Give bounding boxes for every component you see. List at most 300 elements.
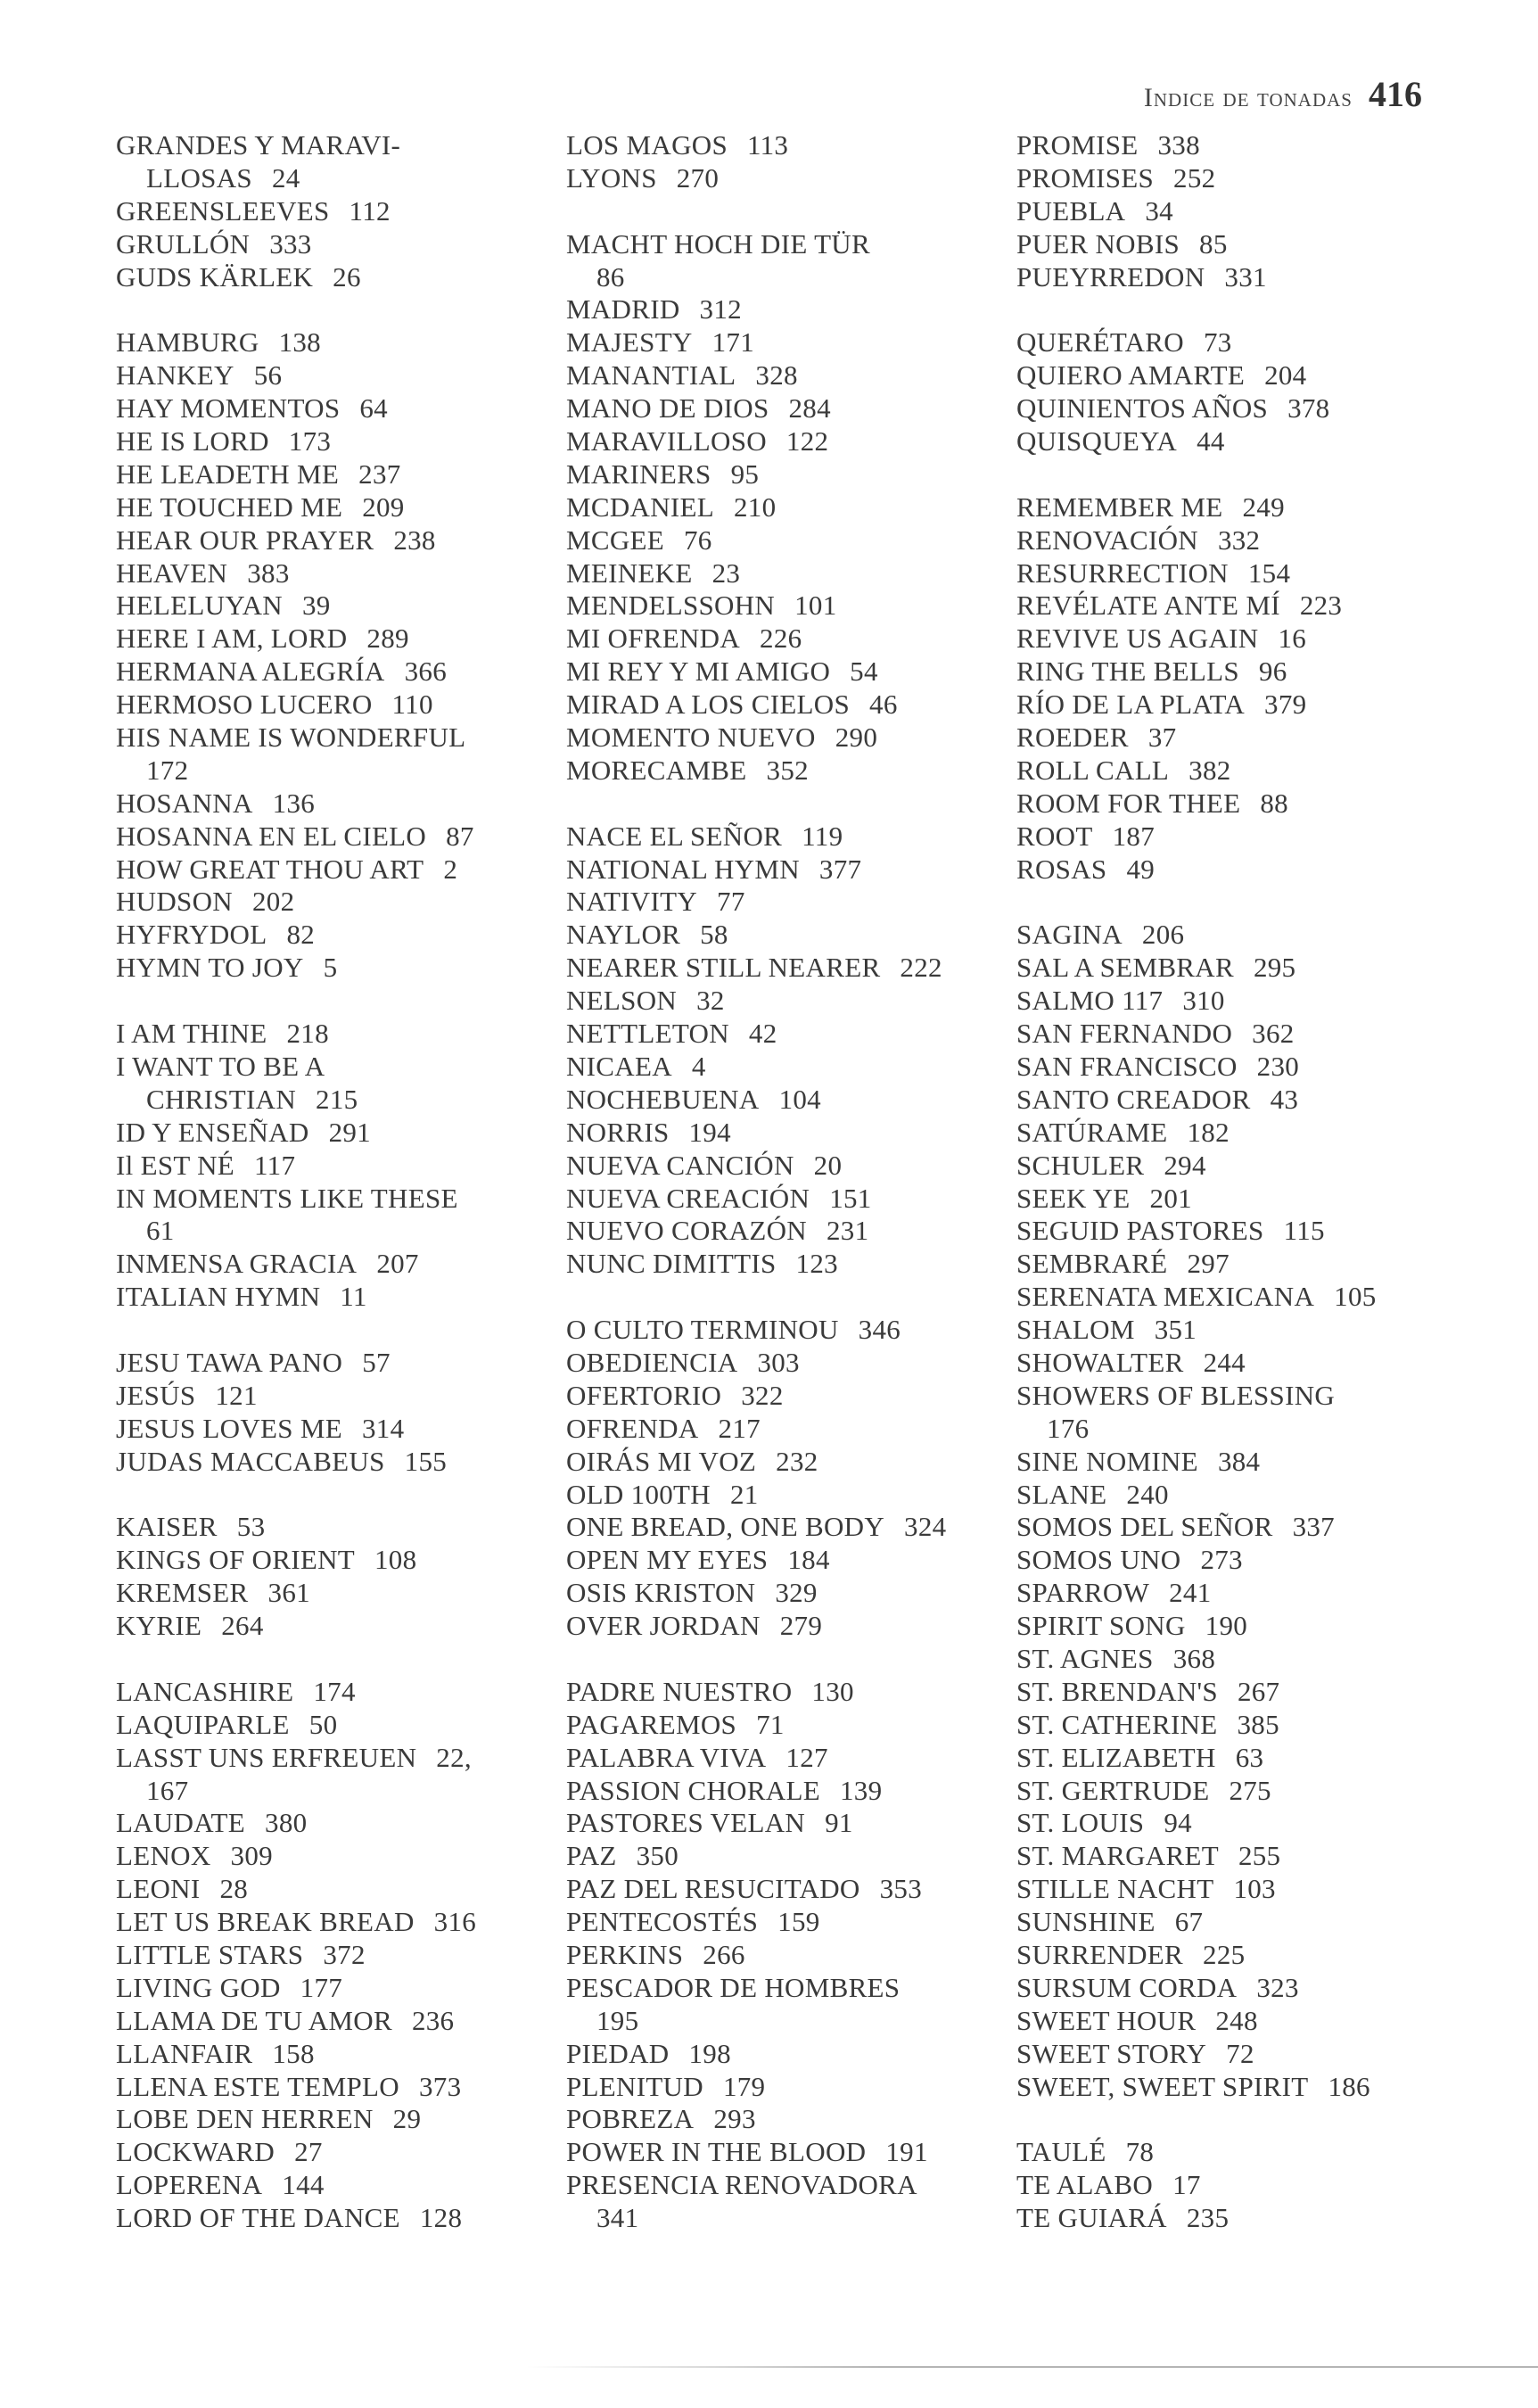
index-entry	[116, 2071, 553, 2104]
tune-name: ITALIAN HYMN	[116, 1281, 321, 1313]
hymn-number: 119	[802, 820, 843, 852]
tune-name: PENTECOSTÉS	[566, 1906, 759, 1938]
hymn-number: 121	[215, 1379, 258, 1411]
tune-name: JESÚS	[116, 1379, 196, 1411]
index-entry	[1016, 1972, 1453, 2005]
hymn-number: 11	[340, 1281, 367, 1313]
tune-name: LET US BREAK BREAD	[116, 1906, 415, 1938]
hymn-number: 312	[699, 293, 742, 326]
index-entry	[566, 755, 1003, 788]
tune-name: PUEYRREDON	[1016, 260, 1205, 293]
index-entry	[566, 952, 1003, 985]
index-entry	[1016, 1511, 1453, 1544]
tune-name: NATIONAL HYMN	[566, 853, 800, 885]
index-entry	[566, 1479, 1003, 1512]
hymn-number: 5	[323, 952, 338, 984]
hymn-number: 29	[392, 2103, 422, 2135]
tune-name: NELSON	[566, 985, 678, 1017]
hymn-number: 87	[446, 820, 474, 852]
hymn-number: 226	[760, 623, 802, 655]
hymn-number: 215	[316, 1083, 358, 1115]
index-entry	[116, 458, 553, 491]
tune-name: LLANFAIR	[116, 2037, 253, 2069]
tune-name: NUEVO CORAZÓN	[566, 1215, 807, 1247]
tune-name: MACHT HOCH DIE TÜR	[566, 227, 870, 260]
tune-name: SINE NOMINE	[1016, 1445, 1198, 1477]
tune-name: QUINIENTOS AÑOS	[1016, 392, 1269, 425]
index-entry	[1016, 1248, 1453, 1281]
hymn-number: 284	[788, 392, 831, 425]
index-entry	[566, 1051, 1003, 1084]
hymn-number: 73	[1203, 326, 1232, 359]
tune-name: SURSUM CORDA	[1016, 1971, 1238, 2003]
index-entry	[566, 1610, 1003, 1643]
index-entry	[116, 557, 553, 590]
tune-name: I AM THINE	[116, 1018, 267, 1050]
index-entry	[1016, 1084, 1453, 1117]
index-entry	[566, 1577, 1003, 1610]
index-entry	[116, 1051, 553, 1084]
hymn-number: 244	[1203, 1346, 1246, 1378]
hymn-number: 198	[688, 2037, 731, 2069]
hymn-number: 44	[1197, 425, 1225, 458]
index-entry	[1016, 1446, 1453, 1479]
hymn-number: 225	[1203, 1938, 1246, 1970]
tune-name: MAJESTY	[566, 326, 693, 359]
hymn-number: 138	[278, 326, 321, 359]
hymn-number: 331	[1224, 260, 1267, 293]
index-entry	[566, 491, 1003, 524]
tune-name: SANTO CREADOR	[1016, 1083, 1251, 1115]
tune-name: LYONS	[566, 161, 657, 194]
tune-name: LOCKWARD	[116, 2136, 276, 2168]
index-entry	[1016, 359, 1453, 392]
blank-line	[1016, 458, 1453, 491]
tune-name: MCDANIEL	[566, 491, 714, 523]
blank-line	[116, 1643, 553, 1676]
tune-name: OLD 100TH	[566, 1478, 711, 1510]
hymn-number: 255	[1238, 1840, 1281, 1872]
tune-name: LOBE DEN HERREN	[116, 2103, 374, 2135]
tune-name: HE IS LORD	[116, 425, 269, 458]
tune-name: SURRENDER	[1016, 1938, 1184, 1970]
index-entry	[1016, 1380, 1453, 1413]
index-entry	[116, 1018, 553, 1051]
index-entry	[566, 689, 1003, 722]
index-entry	[566, 1742, 1003, 1775]
tune-name: INMENSA GRACIA	[116, 1248, 358, 1280]
hymn-number: 174	[313, 1675, 356, 1707]
index-entry	[1016, 425, 1453, 458]
hymn-number: 22,	[436, 1741, 472, 1773]
index-entry	[566, 524, 1003, 557]
index-entry	[116, 1380, 553, 1413]
hymn-number: 289	[366, 623, 409, 655]
index-entry	[116, 1742, 553, 1775]
tune-name: NICAEA	[566, 1050, 672, 1082]
index-entry	[566, 1906, 1003, 1939]
index-entry	[116, 590, 553, 623]
tune-name: 61	[146, 1215, 175, 1247]
tune-name: PADRE NUESTRO	[566, 1675, 793, 1707]
index-entry	[1016, 1742, 1453, 1775]
hymn-number: 16	[1278, 623, 1307, 655]
index-entry	[566, 1183, 1003, 1216]
index-entry	[1016, 162, 1453, 195]
tune-name: SUNSHINE	[1016, 1906, 1156, 1938]
index-entry	[1016, 1314, 1453, 1347]
tune-name: SHOWERS OF BLESSING	[1016, 1379, 1336, 1411]
index-entry	[1016, 623, 1453, 656]
tune-name: SAN FERNANDO	[1016, 1018, 1233, 1050]
page-number: 416	[1369, 74, 1422, 114]
blank-line	[116, 1479, 553, 1512]
index-entry	[116, 228, 553, 261]
tune-name: MIRAD A LOS CIELOS	[566, 689, 851, 721]
hymn-number: 136	[272, 787, 316, 819]
index-entry	[116, 2136, 553, 2169]
hymn-number: 270	[676, 161, 720, 194]
hymn-number: 379	[1264, 689, 1307, 721]
hymn-number: 171	[711, 326, 755, 359]
blank-line	[566, 195, 1003, 228]
tune-name: HYMN TO JOY	[116, 952, 304, 984]
tune-name: OFRENDA	[566, 1412, 699, 1444]
hymn-number: 294	[1164, 1149, 1206, 1181]
tune-name: NAYLOR	[566, 919, 681, 951]
hymn-number: 202	[251, 886, 295, 918]
tune-name: CHRISTIAN	[146, 1083, 297, 1115]
hymn-number: 267	[1237, 1675, 1280, 1707]
hymn-number: 113	[746, 129, 789, 161]
index-entry	[116, 722, 553, 755]
index-entry	[1016, 2202, 1453, 2235]
tune-name: OFERTORIO	[566, 1379, 722, 1411]
index-entry	[116, 195, 553, 228]
tune-name: SEEK YE	[1016, 1182, 1131, 1214]
index-entry	[566, 458, 1003, 491]
hymn-number: 78	[1125, 2136, 1155, 2168]
header-title: Indice de tonadas	[1143, 83, 1353, 112]
index-entry	[116, 689, 553, 722]
hymn-number: 115	[1283, 1215, 1325, 1247]
hymn-number: 362	[1252, 1018, 1295, 1050]
tune-name: LLENA ESTE TEMPLO	[116, 2070, 399, 2102]
index-entry	[1016, 2005, 1453, 2038]
blank-line	[566, 788, 1003, 821]
tune-name: ROLL CALL	[1016, 754, 1170, 786]
index-entry	[1016, 1215, 1453, 1248]
tune-name: HOSANNA	[116, 787, 253, 819]
tune-name: MOMENTO NUEVO	[566, 722, 816, 754]
index-entry	[116, 1544, 553, 1577]
tune-name: MEINEKE	[566, 557, 693, 589]
index-entry	[566, 1248, 1003, 1281]
index-entry	[566, 293, 1003, 326]
tune-name: 167	[146, 1774, 189, 1806]
index-entry	[566, 1840, 1003, 1873]
index-entry	[566, 1446, 1003, 1479]
tune-name: MANO DE DIOS	[566, 392, 769, 425]
tune-name: HE LEADETH ME	[116, 458, 340, 490]
hymn-number: 91	[825, 1807, 853, 1839]
tune-name: ST. MARGARET	[1016, 1840, 1219, 1872]
index-entry	[1016, 689, 1453, 722]
tune-name: ID Y ENSEÑAD	[116, 1116, 309, 1148]
hymn-number: 303	[757, 1346, 800, 1378]
tune-name: HAMBURG	[116, 326, 259, 359]
hymn-number: 17	[1172, 2169, 1201, 2201]
index-entry	[1016, 1939, 1453, 1972]
hymn-number: 50	[308, 1708, 338, 1740]
index-entry	[1016, 524, 1453, 557]
index-entry	[566, 162, 1003, 195]
hymn-number: 95	[730, 458, 760, 490]
blank-line	[116, 1314, 553, 1347]
blank-line	[1016, 886, 1453, 919]
index-entry	[116, 1281, 553, 1314]
tune-name: SAGINA	[1016, 919, 1123, 951]
tune-name: SALMO 117	[1016, 985, 1164, 1017]
tune-name: KREMSER	[116, 1577, 249, 1609]
hymn-number: 322	[741, 1379, 784, 1411]
hymn-number: 182	[1187, 1116, 1230, 1148]
hymn-number: 382	[1188, 754, 1231, 786]
hymn-number: 324	[904, 1511, 947, 1543]
index-entry	[1016, 656, 1453, 689]
index-entry	[566, 2103, 1003, 2136]
tune-name: PAZ	[566, 1840, 617, 1872]
hymn-number: 291	[328, 1116, 371, 1148]
index-entry	[1016, 261, 1453, 294]
hymn-number: 380	[265, 1807, 308, 1839]
hymn-number: 57	[362, 1346, 391, 1378]
tune-name: GRANDES Y MARAVI-	[116, 129, 401, 161]
index-entry	[566, 1544, 1003, 1577]
hymn-number: 366	[404, 656, 447, 688]
hymn-number: 103	[1233, 1873, 1276, 1905]
hymn-number: 71	[756, 1708, 785, 1740]
tune-name: OIRÁS MI VOZ	[566, 1445, 757, 1477]
tune-name: PERKINS	[566, 1938, 684, 1970]
index-entry	[116, 755, 553, 788]
hymn-number: 144	[282, 2169, 325, 2201]
hymn-number: 82	[286, 919, 316, 951]
hymn-number: 249	[1242, 491, 1285, 523]
tune-name: KINGS OF ORIENT	[116, 1544, 355, 1576]
tune-name: LASST UNS ERFREUEN	[116, 1741, 417, 1773]
hymn-number: 232	[776, 1445, 818, 1477]
hymn-number: 368	[1172, 1642, 1216, 1674]
index-entry	[116, 788, 553, 821]
index-entry	[116, 1939, 553, 1972]
tune-name: LIVING GOD	[116, 1971, 281, 2003]
index-entry	[1016, 821, 1453, 854]
tune-name: SHOWALTER	[1016, 1346, 1184, 1378]
index-entry	[566, 2071, 1003, 2104]
tune-name: PROMISE	[1016, 129, 1139, 161]
tune-name: NATIVITY	[566, 886, 698, 918]
tune-name: LORD OF THE DANCE	[116, 2202, 400, 2234]
hymn-number: 4	[691, 1050, 706, 1082]
index-entry	[116, 1150, 553, 1183]
index-entry	[1016, 788, 1453, 821]
index-column-2	[566, 129, 1003, 2235]
hymn-number: 159	[777, 1906, 820, 1938]
index-entry	[116, 1084, 553, 1117]
hymn-number: 201	[1149, 1182, 1192, 1214]
tune-name: REVIVE US AGAIN	[1016, 623, 1259, 655]
index-entry	[116, 1347, 553, 1380]
hymn-number: 23	[711, 557, 741, 589]
hymn-number: 352	[766, 754, 809, 786]
index-entry	[1016, 2071, 1453, 2104]
index-entry	[566, 2202, 1003, 2235]
tune-name: MADRID	[566, 293, 680, 326]
index-entry	[116, 261, 553, 294]
hymn-number: 46	[869, 689, 898, 721]
index-entry	[1016, 2169, 1453, 2202]
index-entry	[1016, 1051, 1453, 1084]
index-entry	[116, 952, 553, 985]
hymn-number: 293	[713, 2103, 756, 2135]
index-entry	[116, 1840, 553, 1873]
index-entry	[566, 590, 1003, 623]
tune-name: SPIRIT SONG	[1016, 1610, 1186, 1642]
index-entry	[1016, 1807, 1453, 1840]
tune-name: GRULLÓN	[116, 227, 251, 260]
tune-name: NUEVA CREACIÓN	[566, 1182, 810, 1214]
index-entry	[1016, 1281, 1453, 1314]
index-entry	[566, 919, 1003, 952]
tune-name: PASTORES VELAN	[566, 1807, 806, 1839]
tune-name: SAN FRANCISCO	[1016, 1050, 1238, 1082]
hymn-number: 122	[785, 425, 829, 458]
tune-name: ST. AGNES	[1016, 1642, 1154, 1674]
tune-name: ST. BRENDAN'S	[1016, 1675, 1218, 1707]
index-entry	[1016, 1479, 1453, 1512]
hymn-number: 155	[404, 1445, 448, 1477]
hymn-number: 76	[684, 524, 712, 556]
tune-name: RING THE BELLS	[1016, 656, 1239, 688]
hymn-number: 43	[1270, 1083, 1299, 1115]
blank-line	[116, 293, 553, 326]
tune-name: NOCHEBUENA	[566, 1083, 760, 1115]
index-entry	[116, 129, 553, 162]
tune-name: SOMOS DEL SEÑOR	[1016, 1511, 1273, 1543]
index-entry	[116, 524, 553, 557]
hymn-number: 377	[818, 853, 862, 885]
index-entry	[566, 1018, 1003, 1051]
index-entry	[1016, 1117, 1453, 1150]
hymn-number: 373	[418, 2070, 462, 2102]
hymn-number: 56	[253, 359, 283, 392]
index-entry	[566, 261, 1003, 294]
tune-name: JESU TAWA PANO	[116, 1346, 343, 1378]
hymn-number: 316	[433, 1906, 477, 1938]
index-entry	[1016, 1577, 1453, 1610]
tune-name: 86	[596, 260, 625, 293]
index-entry	[566, 1676, 1003, 1709]
tune-name: SEMBRARÉ	[1016, 1248, 1168, 1280]
hymn-number: 179	[722, 2070, 766, 2102]
tune-name: REMEMBER ME	[1016, 491, 1223, 523]
index-entry	[116, 2038, 553, 2071]
index-entry	[1016, 1544, 1453, 1577]
hymn-number: 151	[829, 1182, 872, 1214]
tune-name: RÍO DE LA PLATA	[1016, 689, 1246, 721]
index-entry	[566, 2136, 1003, 2169]
hymn-number: 88	[1260, 787, 1288, 819]
index-entry	[566, 2038, 1003, 2071]
tune-name: STILLE NACHT	[1016, 1873, 1214, 1905]
index-entry	[566, 228, 1003, 261]
index-column-1	[116, 129, 553, 2235]
hymn-number: 223	[1299, 590, 1343, 622]
tune-name: ONE BREAD, ONE BODY	[566, 1511, 885, 1543]
hymn-number: 20	[813, 1149, 843, 1181]
index-entry	[566, 1117, 1003, 1150]
tune-name: O CULTO TERMINOU	[566, 1314, 839, 1346]
index-entry	[116, 1446, 553, 1479]
index-entry	[566, 1380, 1003, 1413]
tune-name: HEAR OUR PRAYER	[116, 524, 374, 556]
hymn-number: 2	[443, 853, 458, 885]
tune-name: SOMOS UNO	[1016, 1544, 1181, 1576]
index-entry	[566, 1314, 1003, 1347]
hymn-number: 346	[858, 1314, 901, 1346]
hymn-number: 218	[286, 1018, 329, 1050]
tune-name: LENOX	[116, 1840, 211, 1872]
index-entry	[566, 359, 1003, 392]
tune-name: SLANE	[1016, 1478, 1107, 1510]
tune-name: ROSAS	[1016, 853, 1107, 885]
hymn-number: 235	[1186, 2202, 1230, 2234]
tune-name: HELELUYAN	[116, 590, 283, 622]
hymn-number: 264	[221, 1610, 264, 1642]
tune-name: MANANTIAL	[566, 359, 736, 392]
hymn-number: 279	[779, 1610, 823, 1642]
hymn-number: 104	[778, 1083, 821, 1115]
index-entry	[116, 392, 553, 425]
hymn-number: 64	[359, 392, 388, 425]
tune-name: MARINERS	[566, 458, 711, 490]
tune-name: OPEN MY EYES	[566, 1544, 769, 1576]
tune-name: HERE I AM, LORD	[116, 623, 348, 655]
tune-name: HOW GREAT THOU ART	[116, 853, 424, 885]
tune-name: ST. GERTRUDE	[1016, 1774, 1210, 1806]
tune-name: SATÚRAME	[1016, 1116, 1168, 1148]
hymn-number: 96	[1258, 656, 1287, 688]
hymn-number: 222	[900, 952, 942, 984]
hymn-number: 139	[840, 1774, 883, 1806]
tune-name: HYFRYDOL	[116, 919, 267, 951]
hymn-number: 190	[1205, 1610, 1248, 1642]
tune-name: LLAMA DE TU AMOR	[116, 2004, 392, 2036]
hymn-number: 63	[1235, 1741, 1264, 1773]
index-entry	[566, 1873, 1003, 1906]
index-entry	[566, 1807, 1003, 1840]
tune-name: I WANT TO BE A	[116, 1050, 325, 1082]
hymn-number: 236	[411, 2004, 455, 2036]
hymn-number: 210	[734, 491, 777, 523]
hymn-number: 127	[785, 1741, 828, 1773]
tune-name: PIEDAD	[566, 2037, 670, 2069]
index-entry	[116, 425, 553, 458]
index-entry	[116, 919, 553, 952]
tune-name: PLENITUD	[566, 2070, 703, 2102]
index-entry	[566, 886, 1003, 919]
